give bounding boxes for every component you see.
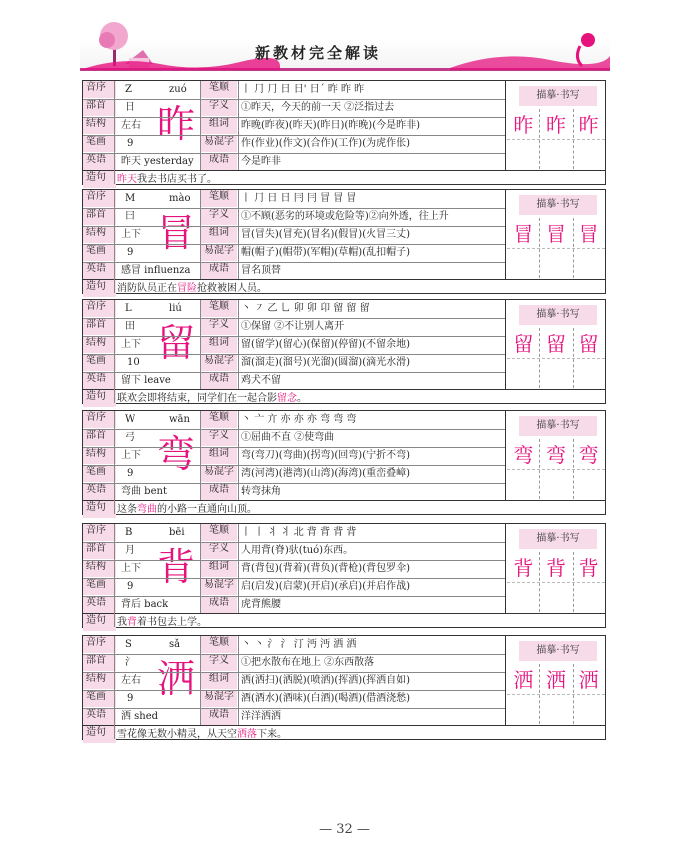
sentence-text: 我 <box>117 617 127 628</box>
stroke-order: 丶 ㇇ 乙 乚 卯 卯 卬 留 留 留 <box>241 303 370 314</box>
col-divider <box>505 300 506 389</box>
words-value: 昨晚(昨夜)(昨天)(昨日)(昨晚)(今是昨非) <box>241 120 421 131</box>
tracing-characters <box>507 442 605 468</box>
idiom-value: 今是昨非 <box>241 156 281 167</box>
tracing-label: 描摹·书写 <box>519 641 597 661</box>
example-sentence <box>117 503 597 516</box>
label-jiegou: 结构 <box>83 226 116 243</box>
label-zuci: 组词 <box>201 447 237 464</box>
yinxu-value: B <box>125 527 133 538</box>
sentence-text: 。 <box>297 393 307 404</box>
yinxu-value: Z <box>125 84 132 95</box>
tracing-character: 留 <box>545 332 566 356</box>
label-chengyu: 成语 <box>201 372 237 389</box>
label-yingyu: 英语 <box>83 372 116 389</box>
col-divider <box>200 81 201 170</box>
row-divider <box>83 244 505 245</box>
label-jiegou: 结构 <box>83 336 116 353</box>
label-yicuozi: 易混字 <box>201 465 237 482</box>
meaning-value: ①保留 ②不让别人离开 <box>241 321 345 332</box>
row-divider <box>83 226 505 227</box>
tracing-character: 背 <box>545 556 566 580</box>
bushou-value: 氵 <box>125 657 135 668</box>
sentence-highlight: 弯曲 <box>137 504 157 515</box>
label-ziyi: 字义 <box>201 99 237 116</box>
meaning-value: 人用背(脊)驮(tuó)东西。 <box>241 545 354 556</box>
tracing-label: 描摹·书写 <box>519 416 597 436</box>
bihua-value: 10 <box>127 357 140 368</box>
label-bishun: 笔顺 <box>201 524 237 541</box>
tracing-label: 描摹·书写 <box>519 86 597 106</box>
row-divider <box>83 336 505 337</box>
sentence-highlight: 洒落 <box>237 729 257 740</box>
label-zaoju: 造句 <box>83 171 116 188</box>
idiom-value: 冒名顶替 <box>241 265 281 276</box>
grass-icon <box>80 52 280 70</box>
row-divider <box>83 654 505 655</box>
main-character: 洒 <box>156 657 195 701</box>
label-zuci: 组词 <box>201 336 237 353</box>
sentence-highlight: 昨天 <box>117 174 137 185</box>
row-divider <box>83 447 505 448</box>
row-divider <box>83 135 505 136</box>
sentence-highlight: 冒险 <box>177 283 197 294</box>
label-yicuozi: 易混字 <box>201 135 237 152</box>
page-header <box>0 0 689 72</box>
label-bushou: 部首 <box>83 542 116 559</box>
label-yingyu: 英语 <box>83 262 116 279</box>
character-card <box>82 410 606 515</box>
jiegou-value: 上下 <box>121 229 141 240</box>
col-divider <box>505 81 506 170</box>
col-divider <box>200 190 201 279</box>
row-divider <box>83 262 505 263</box>
tracing-character: 昨 <box>545 113 566 137</box>
bushou-value: 田 <box>125 321 135 332</box>
label-bihua: 笔画 <box>83 354 116 371</box>
sentence-text: 联欢会即将结束，同学们在一起合影 <box>117 393 277 404</box>
tracing-character: 留 <box>578 332 599 356</box>
page-title: 新教材完全解读 <box>255 44 382 62</box>
tracing-character: 洒 <box>578 668 599 692</box>
col-divider <box>238 300 239 389</box>
col-divider <box>200 300 201 389</box>
sentence-text: 雪花像无数小精灵，从天空 <box>117 729 237 740</box>
bihua-value: 9 <box>127 138 134 149</box>
label-jiegou: 结构 <box>83 117 116 134</box>
col-divider <box>114 636 115 739</box>
main-character: 冒 <box>156 211 195 255</box>
row-divider <box>83 99 505 100</box>
row-divider <box>83 153 505 154</box>
yinxu-value: S <box>125 639 132 650</box>
col-divider <box>505 411 506 500</box>
sentence-text: 我去书店买书了。 <box>137 174 217 185</box>
example-sentence <box>117 282 597 295</box>
tracing-character: 留 <box>513 332 534 356</box>
tracing-character: 洒 <box>513 668 534 692</box>
character-card <box>82 523 606 628</box>
row-divider <box>83 389 605 390</box>
label-bihua: 笔画 <box>83 578 116 595</box>
stroke-order: 丶 丶 氵 氵 汀 沔 沔 洒 洒 <box>241 639 357 650</box>
character-card <box>82 189 606 294</box>
row-divider <box>83 542 505 543</box>
words-value: 背(背包)(背着)(背负)(背枪)(背包罗伞) <box>241 563 411 574</box>
tracing-characters <box>507 221 605 247</box>
col-divider <box>200 524 201 613</box>
tracing-characters <box>507 331 605 357</box>
tracing-character: 背 <box>578 556 599 580</box>
tracing-character: 冒 <box>545 222 566 246</box>
tracing-character: 弯 <box>513 443 534 467</box>
stroke-order: 丶 亠 亣 亦 亦 亦 弯 弯 弯 <box>241 414 357 425</box>
label-bihua: 笔画 <box>83 690 116 707</box>
tracing-characters <box>507 555 605 581</box>
example-sentence <box>117 392 597 405</box>
label-jiegou: 结构 <box>83 447 116 464</box>
label-bishun: 笔顺 <box>201 190 237 207</box>
yinxu-value: W <box>125 414 136 425</box>
jiegou-value: 上下 <box>121 339 141 350</box>
label-bushou: 部首 <box>83 429 116 446</box>
main-character: 弯 <box>156 432 195 476</box>
words-value: 冒(冒失)(冒充)(冒名)(假冒)(火冒三丈) <box>241 229 411 240</box>
label-yicuozi: 易混字 <box>201 690 237 707</box>
row-divider <box>83 596 505 597</box>
label-zaoju: 造句 <box>83 390 116 407</box>
tracing-label: 描摹·书写 <box>519 529 597 549</box>
col-divider <box>114 300 115 403</box>
meaning-value: ①昨天，今天的前一天 ②泛指过去 <box>241 102 395 113</box>
words-value: 弯(弯刀)(弯曲)(拐弯)(回弯)(宁折不弯) <box>241 450 411 461</box>
bushou-value: 弓 <box>125 432 135 443</box>
sentence-text: 着书包去上学。 <box>137 617 207 628</box>
col-divider <box>114 524 115 627</box>
sentence-text: 这条 <box>117 504 137 515</box>
pinyin-value: zuó <box>169 84 187 95</box>
bushou-value: 日 <box>125 102 135 113</box>
row-divider <box>83 372 505 373</box>
sentence-text: 的小路一直通向山顶。 <box>157 504 257 515</box>
label-zuci: 组词 <box>201 560 237 577</box>
col-divider <box>505 524 506 613</box>
tracing-characters <box>507 112 605 138</box>
label-yinxu: 音序 <box>83 190 116 207</box>
col-divider <box>238 190 239 279</box>
tracing-character: 冒 <box>578 222 599 246</box>
grid-dash <box>507 248 605 249</box>
row-divider <box>83 279 605 280</box>
label-ziyi: 字义 <box>201 654 237 671</box>
tracing-character: 弯 <box>578 443 599 467</box>
label-bushou: 部首 <box>83 208 116 225</box>
character-card <box>82 80 606 185</box>
label-bishun: 笔顺 <box>201 81 237 98</box>
character-card <box>82 635 606 740</box>
label-ziyi: 字义 <box>201 542 237 559</box>
confusable-value: 湾(河湾)(港湾)(山湾)(海湾)(重峦叠嶂) <box>241 468 411 479</box>
row-divider <box>83 613 605 614</box>
label-yicuozi: 易混字 <box>201 354 237 371</box>
english-value: 弯曲 bent <box>121 486 167 497</box>
label-yingyu: 英语 <box>83 596 116 613</box>
col-divider <box>505 636 506 725</box>
tracing-character: 冒 <box>513 222 534 246</box>
main-character: 昨 <box>156 102 195 146</box>
bushou-value: 曰 <box>125 211 135 222</box>
row-divider <box>83 483 505 484</box>
sentence-highlight: 背 <box>127 617 137 628</box>
words-value: 留(留学)(留心)(保留)(停留)(不留余地) <box>241 339 411 350</box>
grid-dash <box>507 582 605 583</box>
col-divider <box>200 411 201 500</box>
label-yinxu: 音序 <box>83 411 116 428</box>
row-divider <box>83 117 505 118</box>
label-ziyi: 字义 <box>201 429 237 446</box>
main-character: 留 <box>156 321 195 365</box>
label-bushou: 部首 <box>83 318 116 335</box>
label-yingyu: 英语 <box>83 708 116 725</box>
grid-dash <box>507 694 605 695</box>
words-value: 洒(洒扫)(洒脱)(喷洒)(挥洒)(挥洒自如) <box>241 675 411 686</box>
jiegou-value: 左右 <box>121 120 141 131</box>
label-zaoju: 造句 <box>83 501 116 518</box>
tracing-label: 描摹·书写 <box>519 305 597 325</box>
label-chengyu: 成语 <box>201 596 237 613</box>
pinyin-value: sǎ <box>169 639 181 650</box>
label-bihua: 笔画 <box>83 244 116 261</box>
label-chengyu: 成语 <box>201 153 237 170</box>
tracing-characters <box>507 667 605 693</box>
row-divider <box>83 500 605 501</box>
row-divider <box>83 429 505 430</box>
label-bishun: 笔顺 <box>201 411 237 428</box>
tracing-character: 昨 <box>513 113 534 137</box>
col-divider <box>114 81 115 184</box>
idiom-value: 转弯抹角 <box>241 486 281 497</box>
sentence-text: 抢救被困人员。 <box>197 283 267 294</box>
row-divider <box>83 354 505 355</box>
row-divider <box>83 465 505 466</box>
yinxu-value: M <box>125 193 136 204</box>
example-sentence <box>117 173 597 186</box>
bihua-value: 9 <box>127 468 134 479</box>
sentence-highlight: 留念 <box>277 393 297 404</box>
flower-icon <box>450 30 610 70</box>
english-value: 洒 shed <box>121 711 159 722</box>
english-value: 感冒 influenza <box>121 265 191 276</box>
row-divider <box>83 170 605 171</box>
label-yicuozi: 易混字 <box>201 578 237 595</box>
character-card <box>82 299 606 404</box>
meaning-value: ①屈曲不直 ②使弯曲 <box>241 432 335 443</box>
idiom-value: 鸡犬不留 <box>241 375 281 386</box>
label-yingyu: 英语 <box>83 153 116 170</box>
pinyin-value: wān <box>169 414 190 425</box>
col-divider <box>238 524 239 613</box>
pinyin-value: mào <box>169 193 191 204</box>
grid-dash <box>507 469 605 470</box>
bihua-value: 9 <box>127 693 134 704</box>
bihua-value: 9 <box>127 581 134 592</box>
tracing-character: 昨 <box>578 113 599 137</box>
jiegou-value: 上下 <box>121 450 141 461</box>
english-value: 昨天 yesterday <box>121 156 194 167</box>
confusable-value: 溜(溜走)(溜号)(光溜)(圆溜)(滴光水滑) <box>241 357 411 368</box>
label-yinxu: 音序 <box>83 300 116 317</box>
col-divider <box>238 411 239 500</box>
example-sentence <box>117 616 597 629</box>
label-ziyi: 字义 <box>201 208 237 225</box>
col-divider <box>238 636 239 725</box>
label-zuci: 组词 <box>201 672 237 689</box>
label-bushou: 部首 <box>83 654 116 671</box>
label-chengyu: 成语 <box>201 708 237 725</box>
row-divider <box>83 578 505 579</box>
english-value: 留下 leave <box>121 375 171 386</box>
row-divider <box>83 560 505 561</box>
row-divider <box>83 208 505 209</box>
yinxu-value: L <box>125 303 132 314</box>
meaning-value: ①把水散布在地上 ②东西散落 <box>241 657 375 668</box>
tracing-character: 弯 <box>545 443 566 467</box>
label-chengyu: 成语 <box>201 483 237 500</box>
label-yinxu: 音序 <box>83 524 116 541</box>
meaning-value: ①不顾(恶劣的环境或危险等)②向外透，往上升 <box>241 211 449 222</box>
grid-dash <box>507 358 605 359</box>
tracing-character: 背 <box>513 556 534 580</box>
bihua-value: 9 <box>127 247 134 258</box>
row-divider <box>83 672 505 673</box>
label-jiegou: 结构 <box>83 560 116 577</box>
label-bushou: 部首 <box>83 99 116 116</box>
label-bishun: 笔顺 <box>201 636 237 653</box>
label-yinxu: 音序 <box>83 81 116 98</box>
bushou-value: 月 <box>125 545 135 556</box>
col-divider <box>114 411 115 514</box>
label-jiegou: 结构 <box>83 672 116 689</box>
idiom-value: 洋洋洒洒 <box>241 711 281 722</box>
label-bihua: 笔画 <box>83 135 116 152</box>
row-divider <box>83 318 505 319</box>
label-zuci: 组词 <box>201 226 237 243</box>
label-chengyu: 成语 <box>201 262 237 279</box>
main-character: 背 <box>156 545 195 589</box>
label-zaoju: 造句 <box>83 726 116 743</box>
label-bishun: 笔顺 <box>201 300 237 317</box>
label-yicuozi: 易混字 <box>201 244 237 261</box>
stroke-order: 丨 丨 丬 丬 北 背 背 背 背 <box>241 527 357 538</box>
col-divider <box>505 190 506 279</box>
tracing-label: 描摹·书写 <box>519 195 597 215</box>
label-zuci: 组词 <box>201 117 237 134</box>
col-divider <box>238 81 239 170</box>
confusable-value: 启(启发)(启蒙)(开启)(承启)(并启作战) <box>241 581 411 592</box>
grid-dash <box>507 139 605 140</box>
sentence-text: 消防队员正在 <box>117 283 177 294</box>
label-bihua: 笔画 <box>83 465 116 482</box>
row-divider <box>83 725 605 726</box>
english-value: 背后 back <box>121 599 169 610</box>
col-divider <box>200 636 201 725</box>
idiom-value: 虎背熊腰 <box>241 599 281 610</box>
confusable-value: 作(作业)(作文)(合作)(工作)(为虎作伥) <box>241 138 411 149</box>
label-yinxu: 音序 <box>83 636 116 653</box>
row-divider <box>83 708 505 709</box>
pinyin-value: bēi <box>169 527 185 538</box>
col-divider <box>114 190 115 293</box>
confusable-value: 酒(酒水)(酒味)(白酒)(喝酒)(借酒浇愁) <box>241 693 411 704</box>
row-divider <box>83 690 505 691</box>
jiegou-value: 上下 <box>121 563 141 574</box>
sentence-text: 下来。 <box>257 729 287 740</box>
tracing-character: 洒 <box>545 668 566 692</box>
page-number: — 32 — <box>319 822 370 837</box>
example-sentence <box>117 728 597 741</box>
label-ziyi: 字义 <box>201 318 237 335</box>
label-zaoju: 造句 <box>83 280 116 297</box>
confusable-value: 帽(帽子)(帽带)(军帽)(草帽)(乱扣帽子) <box>241 247 411 258</box>
jiegou-value: 左右 <box>121 675 141 686</box>
pinyin-value: liú <box>169 303 182 314</box>
label-zaoju: 造句 <box>83 614 116 631</box>
stroke-order: 丨 ⺆ ⺆ 日 日' 日ˊ 昨 昨 昨 <box>241 84 365 95</box>
label-yingyu: 英语 <box>83 483 116 500</box>
stroke-order: 丨 ⺆ 日 日 冃 冃 冒 冒 冒 <box>241 193 357 204</box>
